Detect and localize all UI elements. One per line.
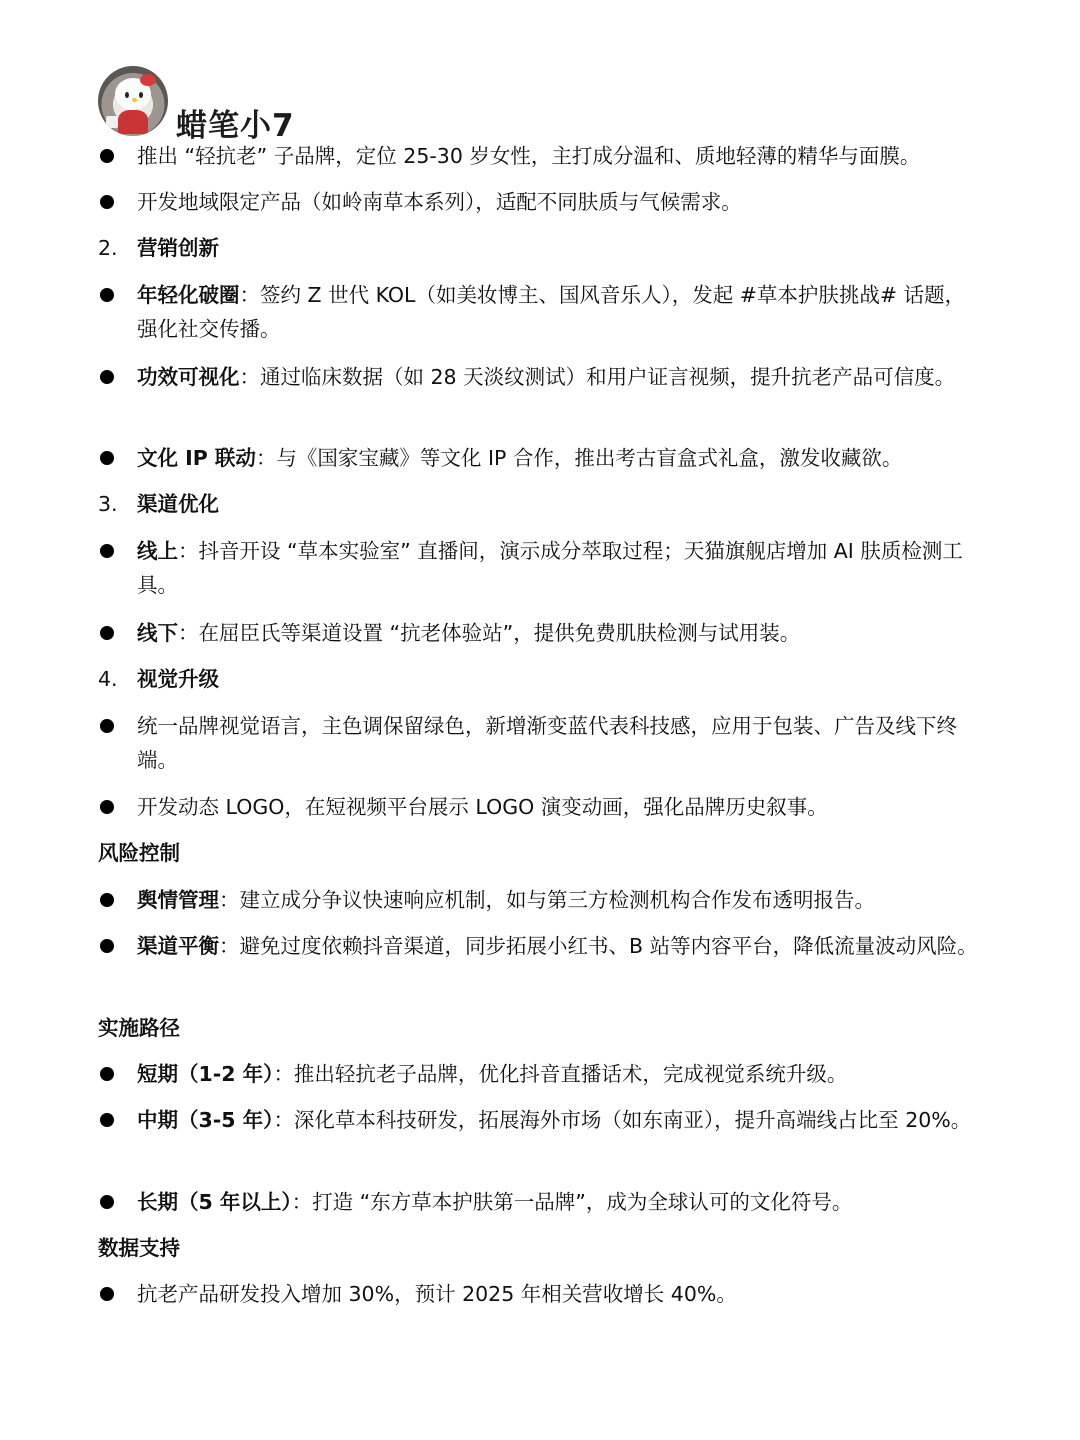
heading-text: 视觉升级	[137, 667, 219, 691]
list-item-text: 功效可视化：通过临床数据（如 28 天淡纹测试）和用户证言视频，提升抗老产品可信度。	[137, 365, 956, 389]
heading-number: 4.	[98, 667, 118, 691]
heading-number: 3.	[98, 492, 118, 516]
list-item-text: 推出 “轻抗老” 子品牌，定位 25-30 岁女性，主打成分温和、质地轻薄的精华与面膜。	[137, 144, 921, 168]
bullet-icon	[100, 149, 114, 163]
bullet-icon	[100, 370, 114, 384]
list-item-text: 开发地域限定产品（如岭南草本系列），适配不同肤质与气候需求。	[137, 190, 742, 214]
bullet-icon	[100, 939, 114, 953]
list-item-text: 舆情管理：建立成分争议快速响应机制，如与第三方检测机构合作发布透明报告。	[137, 888, 875, 912]
bullet-icon	[100, 451, 114, 465]
bullet-icon	[100, 800, 114, 814]
bullet-icon	[100, 544, 114, 558]
heading-number: 2.	[98, 236, 118, 260]
username: 蜡笔小7	[176, 108, 295, 144]
section-title: 风险控制	[98, 841, 180, 865]
list-item-text: 中期（3-5 年）：深化草本科技研发，拓展海外市场（如东南亚），提升高端线占比至 20%。	[137, 1108, 972, 1132]
list-item-text: 年轻化破圈：签约 Z 世代 KOL（如美妆博主、国风音乐人），发起 #草本护肤挑战# 话题，强化社交传播。	[137, 283, 966, 341]
list-item-text: 线下：在屈臣氏等渠道设置 “抗老体验站”，提供免费肌肤检测与试用装。	[137, 621, 801, 645]
bullet-icon	[100, 1195, 114, 1209]
list-item-text: 渠道平衡：避免过度依赖抖音渠道，同步拓展小红书、B 站等内容平台，降低流量波动风险。	[137, 934, 978, 958]
list-item-text: 短期（1-2 年）：推出轻抗老子品牌，优化抖音直播话术，完成视觉系统升级。	[137, 1062, 848, 1086]
section-title: 数据支持	[98, 1236, 180, 1260]
bullet-icon	[100, 195, 114, 209]
bullet-icon	[100, 1287, 114, 1301]
bullet-icon	[100, 1067, 114, 1081]
list-item-text: 线上：抖音开设 “草本实验室” 直播间，演示成分萃取过程；天猫旗舰店增加 AI 肤质检测工具。	[137, 539, 963, 597]
list-item-text: 长期（5 年以上）：打造 “东方草本护肤第一品牌”，成为全球认可的文化符号。	[137, 1190, 853, 1214]
list-item-text: 抗老产品研发投入增加 30%，预计 2025 年相关营收增长 40%。	[137, 1282, 737, 1306]
list-item-text: 统一品牌视觉语言，主色调保留绿色，新增渐变蓝代表科技感，应用于包装、广告及线下终端。	[137, 714, 957, 772]
list-item-text: 文化 IP 联动：与《国家宝藏》等文化 IP 合作，推出考古盲盒式礼盒，激发收藏欲。	[137, 446, 903, 470]
avatar[interactable]	[98, 66, 168, 136]
bullet-icon	[100, 719, 114, 733]
heading-text: 渠道优化	[137, 492, 219, 516]
bullet-icon	[100, 1113, 114, 1127]
section-title: 实施路径	[98, 1016, 180, 1040]
bullet-icon	[100, 626, 114, 640]
bullet-icon	[100, 893, 114, 907]
heading-text: 营销创新	[137, 236, 219, 260]
list-item-text: 开发动态 LOGO，在短视频平台展示 LOGO 演变动画，强化品牌历史叙事。	[137, 795, 828, 819]
author-header	[98, 66, 498, 144]
bullet-icon	[100, 288, 114, 302]
